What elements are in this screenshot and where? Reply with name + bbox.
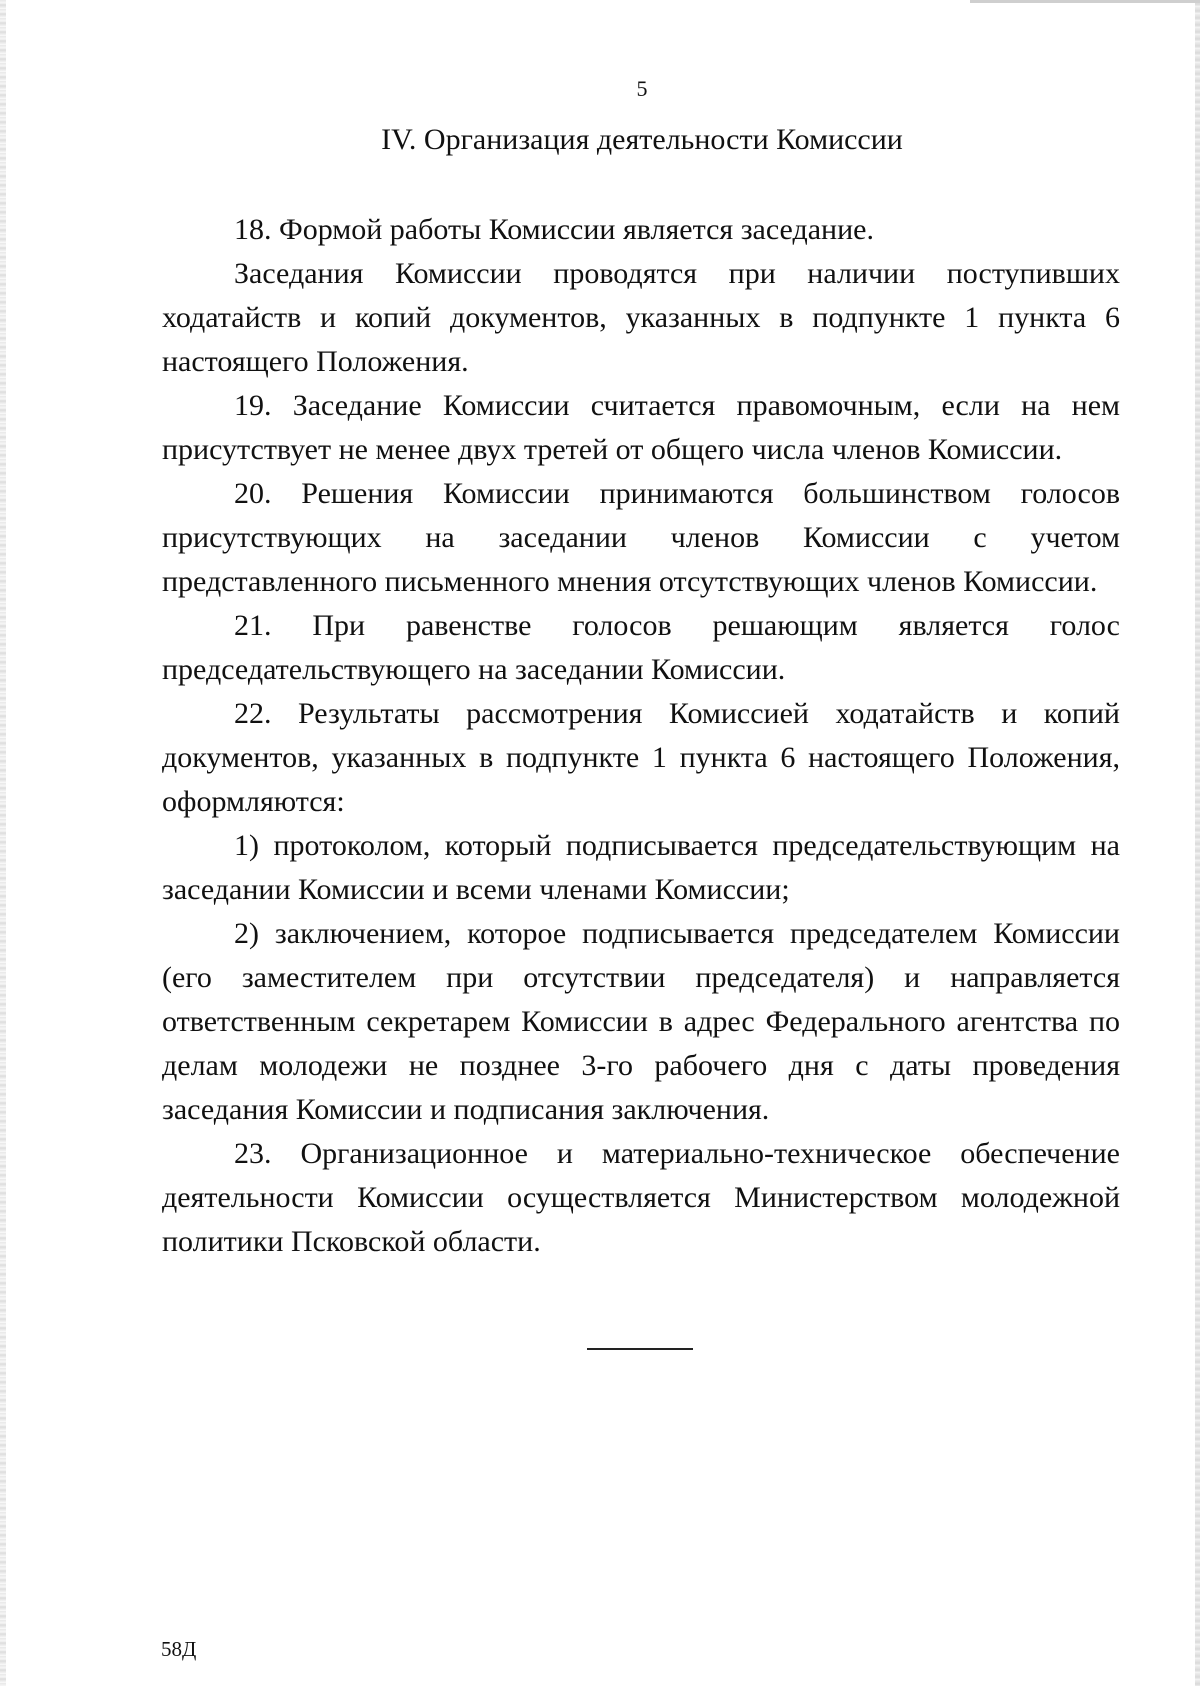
paragraph-22-item-2: 2) заключением, которое подписывается председателем Комиссии (его заместителем при отсутствии председателя) и направляется ответственным секретарем Комиссии в адрес Федерального агентства по делам молодежи не позднее 3-го рабочего дня с даты проведения заседания Комиссии и подписания заключения. — [162, 917, 1120, 1126]
scan-edge-top — [970, 0, 1200, 3]
scan-edge-right — [1195, 0, 1200, 1686]
paragraph-20: 20. Решения Комиссии принимаются большинством голосов присутствующих на заседании членов Комиссии с учетом представленного письменного мнения отсутствующих членов Комиссии. — [162, 477, 1120, 598]
paragraph-18-sessions: Заседания Комиссии проводятся при наличии поступивших ходатайств и копий документов, указанных в подпункте 1 пункта 6 настоящего Положения. — [162, 257, 1120, 378]
scan-edge-left — [0, 0, 6, 1686]
page-number: 5 — [636, 76, 648, 101]
section-heading: IV. Организация деятельности Комиссии — [381, 123, 903, 156]
footer-document-code: 58Д — [161, 1637, 197, 1661]
document-body — [162, 208, 1120, 1264]
paragraph-23: 23. Организационное и материально-техническое обеспечение деятельности Комиссии осуществляется Министерством молодежной политики Псковской области. — [162, 1137, 1120, 1258]
paragraph-19: 19. Заседание Комиссии считается правомочным, если на нем присутствует не менее двух третей от общего числа членов Комиссии. — [162, 389, 1120, 466]
paragraph-22-item-1: 1) протоколом, который подписывается председательствующим на заседании Комиссии и всеми членами Комиссии; — [162, 829, 1120, 906]
paragraph-22: 22. Результаты рассмотрения Комиссией ходатайств и копий документов, указанных в подпункте 1 пункта 6 настоящего Положения, оформляются: — [162, 697, 1120, 818]
end-of-text-rule — [587, 1348, 693, 1350]
paragraph-21: 21. При равенстве голосов решающим является голос председательствующего на заседании Комиссии. — [162, 609, 1120, 686]
paragraph-18: 18. Формой работы Комиссии является заседание. — [234, 213, 874, 246]
